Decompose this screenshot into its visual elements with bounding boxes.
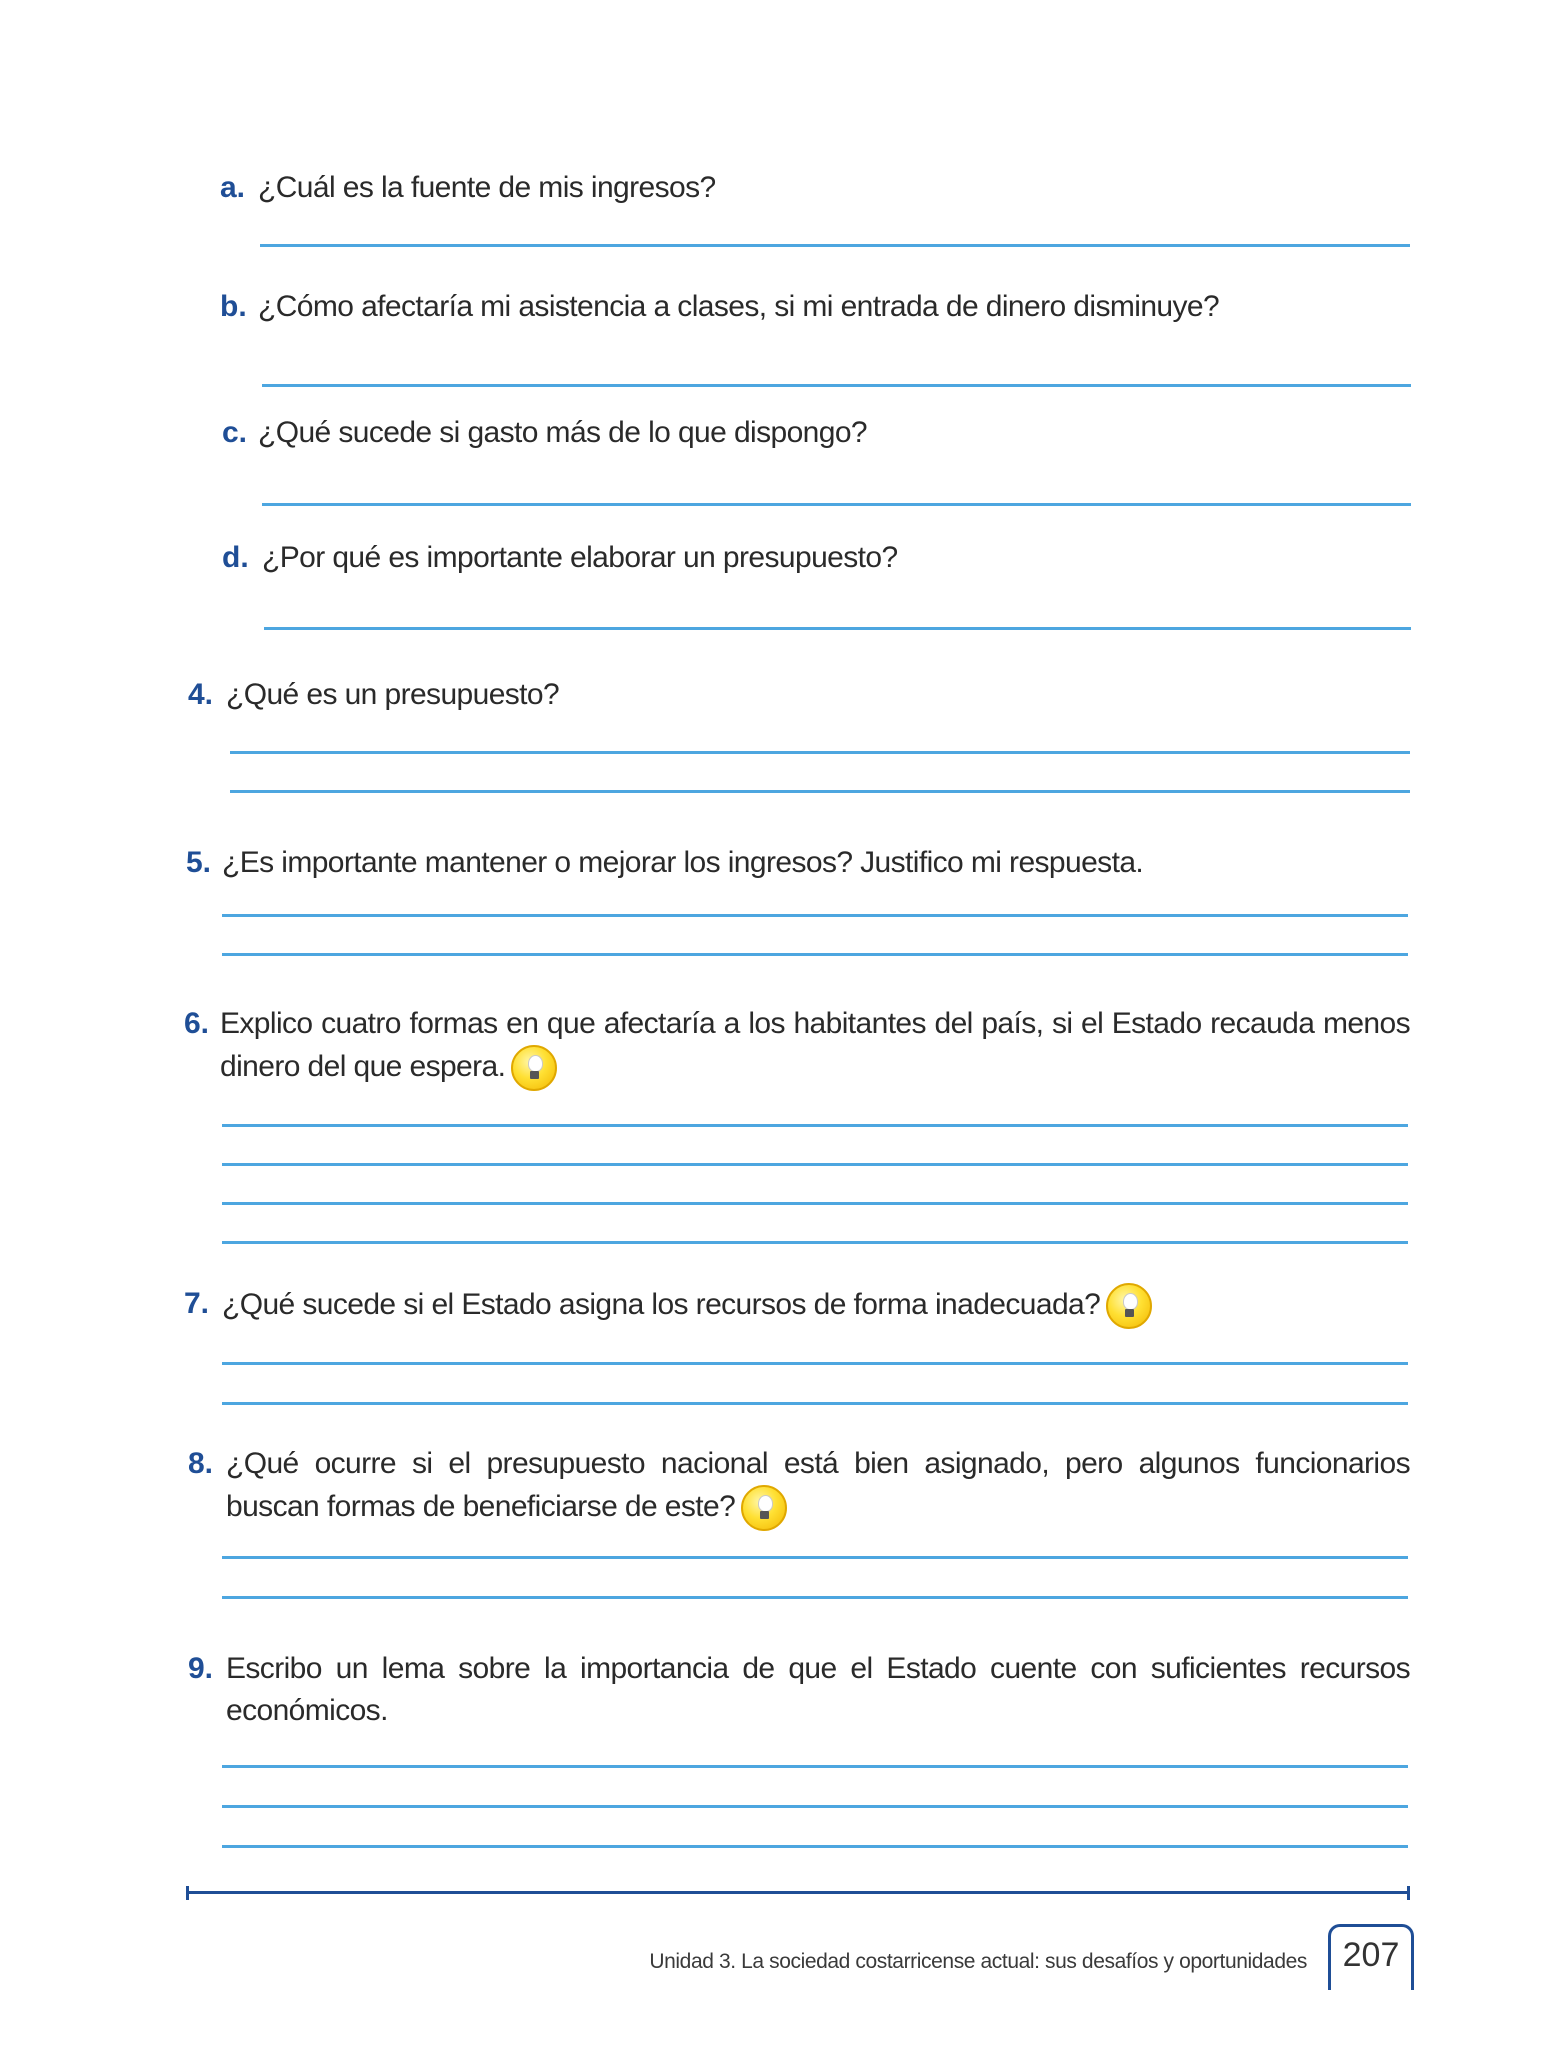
question-5-text: ¿Es importante mantener o mejorar los ingresos? Justifico mi respuesta. — [222, 846, 1144, 879]
question-8-block — [226, 1443, 1410, 1531]
question-5-label: 5. — [186, 846, 212, 879]
question-7-label: 7. — [184, 1287, 210, 1320]
question-a-label: a. — [220, 171, 246, 204]
question-7-block — [222, 1283, 1152, 1329]
question-8-label: 8. — [188, 1447, 214, 1480]
answer-line[interactable] — [222, 1596, 1408, 1599]
question-b-label: b. — [220, 290, 247, 323]
question-6-block — [220, 1003, 1410, 1091]
answer-line[interactable] — [230, 751, 1410, 754]
answer-line[interactable] — [222, 1241, 1408, 1244]
question-8-text: ¿Qué ocurre si el presupuesto nacional está bien asignado, pero algunos funcionarios buscan formas de beneficiarse de este? — [226, 1447, 1410, 1523]
answer-line[interactable] — [222, 1124, 1408, 1127]
question-6-text: Explico cuatro formas en que afectaría a los habitantes del país, si el Estado recauda menos dinero del que espera. — [220, 1007, 1410, 1083]
question-7-text: ¿Qué sucede si el Estado asigna los recursos de forma inadecuada? — [222, 1287, 1101, 1321]
question-b-text: ¿Cómo afectaría mi asistencia a clases, si mi entrada de dinero disminuye? — [258, 290, 1220, 323]
answer-line[interactable] — [260, 244, 1410, 247]
question-9-text: Escribo un lema sobre la importancia de que el Estado cuente con suficientes recursos económicos. — [226, 1652, 1410, 1727]
page-number: 207 — [1328, 1924, 1414, 1990]
answer-line[interactable] — [262, 503, 1411, 506]
answer-line[interactable] — [230, 790, 1410, 793]
lightbulb-icon — [511, 1045, 557, 1091]
answer-line[interactable] — [222, 1556, 1408, 1559]
footer-rule-cap-right — [1407, 1886, 1410, 1900]
answer-line[interactable] — [222, 1845, 1408, 1848]
answer-line[interactable] — [222, 1202, 1408, 1205]
answer-line[interactable] — [222, 1805, 1408, 1808]
answer-line[interactable] — [222, 953, 1408, 956]
answer-line[interactable] — [222, 1402, 1408, 1405]
question-6-label: 6. — [184, 1007, 210, 1040]
question-4-label: 4. — [188, 678, 214, 711]
answer-line[interactable] — [222, 914, 1408, 917]
answer-line[interactable] — [222, 1765, 1408, 1768]
answer-line[interactable] — [222, 1163, 1408, 1166]
question-d-label: d. — [222, 541, 249, 574]
question-c-text: ¿Qué sucede si gasto más de lo que dispongo? — [258, 416, 868, 449]
lightbulb-icon — [1106, 1283, 1152, 1329]
answer-line[interactable] — [262, 384, 1411, 387]
question-a-text: ¿Cuál es la fuente de mis ingresos? — [258, 171, 716, 204]
answer-line[interactable] — [264, 627, 1411, 630]
answer-line[interactable] — [222, 1362, 1408, 1365]
question-d-text: ¿Por qué es importante elaborar un presupuesto? — [262, 541, 898, 574]
footer-rule — [186, 1891, 1410, 1894]
question-4-text: ¿Qué es un presupuesto? — [226, 678, 560, 711]
footer-unit-title: Unidad 3. La sociedad costarricense actual: sus desafíos y oportunidades — [649, 1950, 1307, 1973]
lightbulb-icon — [741, 1485, 787, 1531]
question-9-label: 9. — [188, 1652, 214, 1685]
question-c-label: c. — [222, 416, 248, 449]
